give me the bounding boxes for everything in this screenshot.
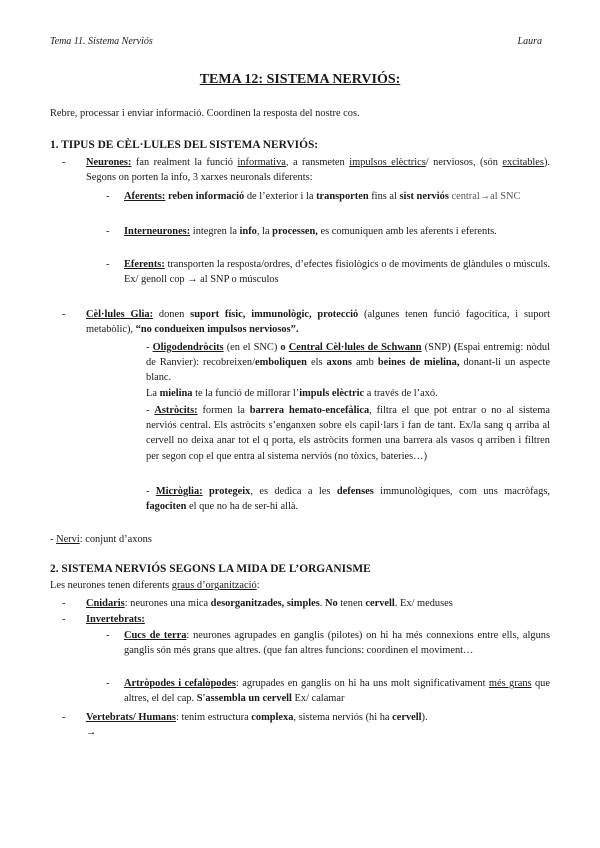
- term-invertebrats: Invertebrats:: [86, 614, 145, 625]
- list-item-glia: - Cèl·lules Glia: donen suport físic, immunològic, protecció (algunes tenen funció fagocítica, i suport metabòlic), “no condueixen impulsos nerviosos”.: [62, 309, 550, 336]
- intro-text: Rebre, processar i enviar informació. Coordinen la resposta del nostre cos.: [50, 108, 360, 119]
- list-item-artropodes: - Artròpodes i cefalòpodes: agrupades en ganglis on hi ha uns molt significativament més grans que altres, el del cap. S'assembla un cervell Ex/ calamar: [106, 678, 550, 705]
- section-1-heading: 1. TIPUS DE CÈL·LULES DEL SISTEMA NERVIÓS:: [50, 139, 319, 151]
- list-item-interneurones: - Interneurones: integren la info, la processen, es comuniquen amb les aferents i eferents.: [106, 226, 497, 237]
- section-2-heading: 2. SISTEMA NERVIÓS SEGONS LA MIDA DE L’ORGANISME: [50, 563, 371, 575]
- arrow-icon: →: [86, 727, 97, 739]
- term-vertebrats: Vertebrats/ Humans: [86, 712, 176, 723]
- page-title: TEMA 12: SISTEMA NERVIÓS:: [199, 72, 401, 87]
- term-neurones: Neurones:: [86, 157, 132, 168]
- list-item-vertebrats: - Vertebrats/ Humans: tenim estructura complexa, sistema nerviós (hi ha cervell). →: [62, 712, 428, 739]
- term-artropodes: Artròpodes i cefalòpodes: [124, 678, 236, 689]
- term-nervi: Nervi: [56, 534, 80, 545]
- list-item-cucs: - Cucs de terra: neurones agrupades en ganglis (pilotes) on hi ha més connexions entre ells, alguns ganglis són més grans que altres. (que fan altres funcions: coordinen el moviment…: [106, 630, 551, 657]
- term-astrocits: Astròcits:: [154, 405, 198, 416]
- term-cnidaris: Cnidaris: [86, 598, 125, 609]
- term-eferents: Eferents:: [124, 259, 165, 270]
- term-oligodendrocits: Oligodendròcits: [152, 342, 224, 353]
- header-author: Laura: [517, 36, 542, 47]
- list-item-invertebrats: - Invertebrats:: [62, 614, 145, 625]
- term-schwann: Central Cèl·lules de Schwann: [288, 342, 422, 353]
- list-item-aferents: - Aferents: reben informació de l’exterior i la transporten fins al sist nerviós central→al SNC: [106, 191, 521, 202]
- header-topic: Tema 11. Sistema Nerviós: [50, 36, 153, 47]
- list-item-neurones: - Neurones: fan realment la funció informativa, a ransmeten impulsos elèctrics/ nerviosos, (són excitables). Segons on porten la info, 3 xarxes neuronals diferents:: [62, 157, 550, 184]
- list-item-microglia: - Micròglia: protegeix, es dedica a les defenses immunològiques, com uns macròfags, fagociten el que no ha de ser-hi allà.: [146, 486, 550, 513]
- list-item-nervi: - Nervi: conjunt d’axons: [50, 534, 152, 545]
- term-cucs: Cucs de terra: [124, 630, 187, 641]
- list-item-astrocits: - Astròcits: formen la barrera hemato-encefàlica, filtra el que pot entrar o no al sistema nerviós central. Els astròcits s’enganxen sobre els capil·lars i fan de tant. Ex/la sang q arriba al cervell no deixa anar tot el q porta, els astròcits formen una barrera als vasos q arriben i filtren per segon cop el que entra al sistema nerviós (no tòxics, bateries…): [146, 405, 550, 462]
- section-2-intro: Les neurones tenen diferents graus d’organització:: [50, 580, 260, 591]
- list-item-eferents: - Eferents: transporten la resposta/ordres, d’efectes fisiològics o de moviments de glàndules o músculs. Ex/ genoll cop → al SNP o músculos: [106, 259, 550, 286]
- term-glia: Cèl·lules Glia:: [86, 309, 154, 320]
- page-header: [50, 34, 542, 49]
- list-item-cnidaris: - Cnidaris: neurones una mica desorganitzades, simples. No tenen cervell. Ex/ meduses: [62, 598, 453, 609]
- list-item-oligodendrocits: - Oligodendròcits (en el SNC) o Central Cèl·lules de Schwann (SNP) (Espai entremig: nòdul de Ranvier): recobreixen/emboliquen els axons amb beines de mielina, donant-li un aspecte blanc. La mielina te la funció de millorar l’impuls elèctric a través de l’axó.: [146, 342, 550, 399]
- term-interneurones: Interneurones:: [124, 226, 191, 237]
- term-aferents: Aferents:: [124, 191, 166, 202]
- term-microglia: Micròglia:: [155, 486, 203, 497]
